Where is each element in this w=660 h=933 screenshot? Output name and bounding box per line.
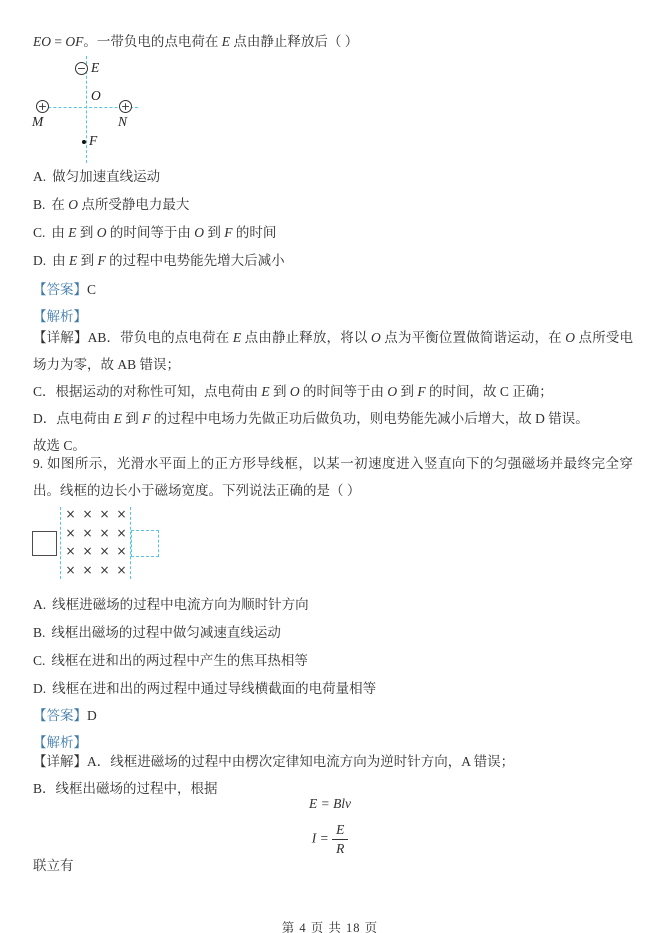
exited-frame-dashed-square [131, 530, 159, 557]
point-F-dot [82, 140, 86, 144]
option-key: B. [33, 625, 46, 640]
analysis-label: 【解析】 [33, 735, 87, 750]
q9-answer-line [33, 702, 633, 730]
option-text: 线框进磁场的过程中电流方向为顺时针方向 [52, 597, 309, 612]
negative-charge-E-icon: − [76, 62, 87, 75]
q9-option-b [33, 619, 633, 647]
option-key: A. [33, 169, 47, 184]
formula-current-lhs: I = [311, 830, 333, 846]
option-key: D. [33, 681, 47, 696]
positive-charge-M-icon: + [37, 100, 48, 113]
field-cross-icon: × [82, 562, 93, 577]
fraction-numerator: E [332, 822, 348, 840]
q8-detail [33, 324, 633, 459]
field-cross-icon: × [65, 525, 76, 540]
analysis-label: 【解析】 [33, 309, 87, 324]
fraction-denominator: R [336, 841, 345, 856]
field-into-page-crosses [62, 505, 130, 579]
q8-options [33, 163, 633, 275]
field-cross-icon: × [65, 544, 76, 559]
q9-figure-magnetic-field [30, 505, 200, 585]
option-key: B. [33, 197, 46, 212]
q9-detail [33, 748, 633, 802]
option-key: C. [33, 653, 46, 668]
label-E: E [91, 60, 100, 75]
option-key: A. [33, 597, 47, 612]
field-left-boundary [60, 507, 61, 579]
q8-option-c [33, 219, 633, 247]
field-cross-icon: × [116, 544, 127, 559]
field-cross-icon: × [82, 544, 93, 559]
q9-option-a [33, 591, 633, 619]
q9-option-d [33, 675, 633, 703]
field-cross-icon: × [99, 507, 110, 522]
answer-label: 【答案】 [33, 708, 87, 723]
field-cross-icon: × [116, 525, 127, 540]
field-cross-icon: × [65, 507, 76, 522]
option-text: 由 E 到 O 的时间等于由 O 到 F 的时间 [51, 225, 277, 240]
q8-option-d [33, 247, 633, 275]
formula-emf: E = Blv [308, 796, 352, 811]
q9-detail-p2: B．线框出磁场的过程中，根据 [33, 781, 218, 796]
answer-value: D [87, 708, 97, 723]
label-M: M [32, 114, 44, 129]
wire-frame-square [32, 531, 57, 556]
q8-intro-text: EO = OF。一带负电的点电荷在 E 点由静止释放后（ ） [33, 34, 359, 49]
field-cross-icon: × [82, 507, 93, 522]
q8-option-a [33, 163, 633, 191]
q9-options [33, 591, 633, 703]
field-cross-icon: × [82, 525, 93, 540]
q8-detail-p3: D．点电荷由 E 到 F 的过程中电场力先做正功后做负功，则电势能先减小后增大，故 D 错误。 [33, 411, 589, 426]
option-text: 在 O 点所受静电力最大 [51, 197, 190, 212]
field-cross-icon: × [116, 507, 127, 522]
option-key: D. [33, 253, 47, 268]
q8-detail-conclusion: 故选 C。 [33, 438, 86, 453]
q9-after-formula-text: 联立有 [33, 858, 74, 873]
q8-answer-line [33, 276, 633, 304]
option-key: C. [33, 225, 46, 240]
q9-detail-p1: 【详解】A．线框进磁场的过程中由楞次定律知电流方向为逆时针方向，A 错误； [33, 754, 515, 769]
label-N: N [118, 114, 128, 129]
field-cross-icon: × [99, 525, 110, 540]
field-cross-icon: × [99, 544, 110, 559]
page-number-footer: 第 4 页 共 18 页 [281, 921, 379, 933]
answer-value: C [87, 282, 97, 297]
q8-detail-p1: 【详解】AB．带负电的点电荷在 E 点由静止释放，将以 O 点为平衡位置做简谐运动，在 O 点所受电场力为零，故 AB 错误； [33, 330, 634, 372]
option-text: 做匀加速直线运动 [52, 169, 161, 184]
option-text: 由 E 到 F 的过程中电势能先增大后减小 [52, 253, 285, 268]
label-F: F [89, 133, 98, 148]
q8-option-b [33, 191, 633, 219]
option-text: 线框在进和出的两过程中产生的焦耳热相等 [51, 653, 308, 668]
field-cross-icon: × [116, 562, 127, 577]
q8-detail-p2: C．根据运动的对称性可知，点电荷由 E 到 O 的时间等于由 O 到 F 的时间，故 C 正确； [33, 384, 553, 399]
q8-figure-charges [30, 56, 148, 164]
option-text: 线框在进和出的两过程中通过导线横截面的电荷量相等 [52, 681, 377, 696]
option-text: 线框出磁场的过程中做匀减速直线运动 [51, 625, 281, 640]
q9-option-c [33, 647, 633, 675]
q9-question-text: 9. 如图所示，光滑水平面上的正方形导线框，以某一初速度进入竖直向下的匀强磁场并最终完全穿出。线框的边长小于磁场宽度。下列说法正确的是（ ） [33, 456, 633, 498]
field-cross-icon: × [99, 562, 110, 577]
label-O: O [91, 88, 101, 103]
field-cross-icon: × [65, 562, 76, 577]
answer-label: 【答案】 [33, 282, 87, 297]
positive-charge-N-icon: + [120, 100, 131, 113]
